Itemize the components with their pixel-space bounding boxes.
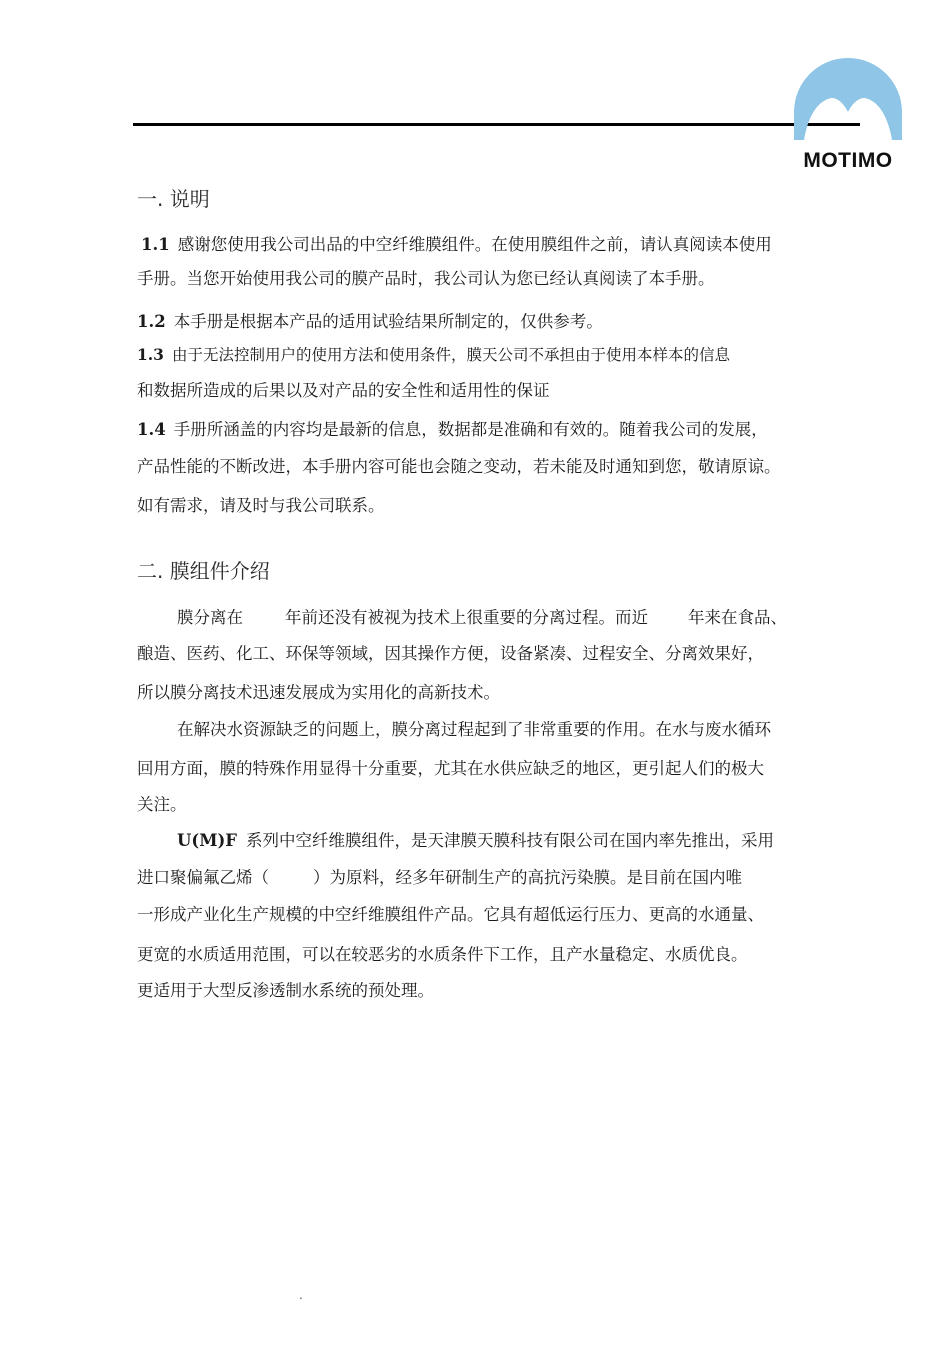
intro-para-3-line-4: 更宽的水质适用范围，可以在较恶劣的水质条件下工作，且产水量稳定、水质优良。 <box>137 945 748 964</box>
item-number-1-2: 1.2 <box>137 312 166 331</box>
logo-text: MOTIMO <box>803 149 893 172</box>
intro-para-1-line-1: 膜分离在 年前还没有被视为技术上很重要的分离过程。而近 年来在食品、 <box>177 608 787 627</box>
intro-para-2-line-1: 在解决水资源缺乏的问题上，膜分离过程起到了非常重要的作用。在水与废水循环 <box>177 720 771 739</box>
intro-para-3-line-1: U(M)F 系列中空纤维膜组件，是天津膜天膜科技有限公司在国内率先推出，采用 <box>177 831 774 850</box>
paragraph-1-3-line-1: 1.3 由于无法控制用户的使用方法和使用条件，膜天公司不承担由于使用本样本的信息 <box>137 345 730 364</box>
paragraph-1-4-line-3: 如有需求，请及时与我公司联系。 <box>137 496 385 515</box>
section-heading-1: 一. 说明 <box>137 187 210 211</box>
paragraph-1-4-line-2: 产品性能的不断改进，本手册内容可能也会随之变动，若未能及时通知到您，敬请原谅。 <box>137 457 781 476</box>
intro-para-1-line-2: 酿造、医药、化工、环保等领域，因其操作方便，设备紧凑、过程安全、分离效果好， <box>137 644 764 663</box>
paragraph-1-1-line-2: 手册。当您开始使用我公司的膜产品时，我公司认为您已经认真阅读了本手册。 <box>137 269 715 288</box>
intro-para-3-line-2: 进口聚偏氟乙烯（ ）为原料，经多年研制生产的高抗污染膜。是目前在国内唯 <box>137 868 742 887</box>
intro-para-3-line-3: 一形成产业化生产规模的中空纤维膜组件产品。它具有超低运行压力、更高的水通量、 <box>137 905 764 924</box>
paragraph-1-1-line-1: 1.1 感谢您使用我公司出品的中空纤维膜组件。在使用膜组件之前，请认真阅读本使用 <box>141 235 772 254</box>
product-name: U(M)F <box>177 831 237 850</box>
footer-mark: . <box>299 1288 303 1302</box>
item-number-1-3: 1.3 <box>137 345 164 364</box>
intro-para-2-line-3: 关注。 <box>137 795 187 814</box>
company-logo <box>790 52 906 176</box>
intro-para-2-line-2: 回用方面，膜的特殊作用显得十分重要，尤其在水供应缺乏的地区，更引起人们的极大 <box>137 759 764 778</box>
logo-dome-icon <box>792 52 904 144</box>
intro-para-1-line-3: 所以膜分离技术迅速发展成为实用化的高新技术。 <box>137 683 500 702</box>
paragraph-1-3-line-2: 和数据所造成的后果以及对产品的安全性和适用性的保证 <box>137 381 550 400</box>
item-number-1-4: 1.4 <box>137 420 166 439</box>
paragraph-1-2-line-1: 1.2 本手册是根据本产品的适用试验结果所制定的，仅供参考。 <box>137 312 603 331</box>
item-number-1-1: 1.1 <box>141 235 170 254</box>
paragraph-1-4-line-1: 1.4 手册所涵盖的内容均是最新的信息，数据都是准确和有效的。随着我公司的发展， <box>137 420 768 439</box>
intro-para-3-line-5: 更适用于大型反渗透制水系统的预处理。 <box>137 981 434 1000</box>
header-rule <box>133 123 860 126</box>
section-heading-2: 二. 膜组件介绍 <box>137 559 270 583</box>
